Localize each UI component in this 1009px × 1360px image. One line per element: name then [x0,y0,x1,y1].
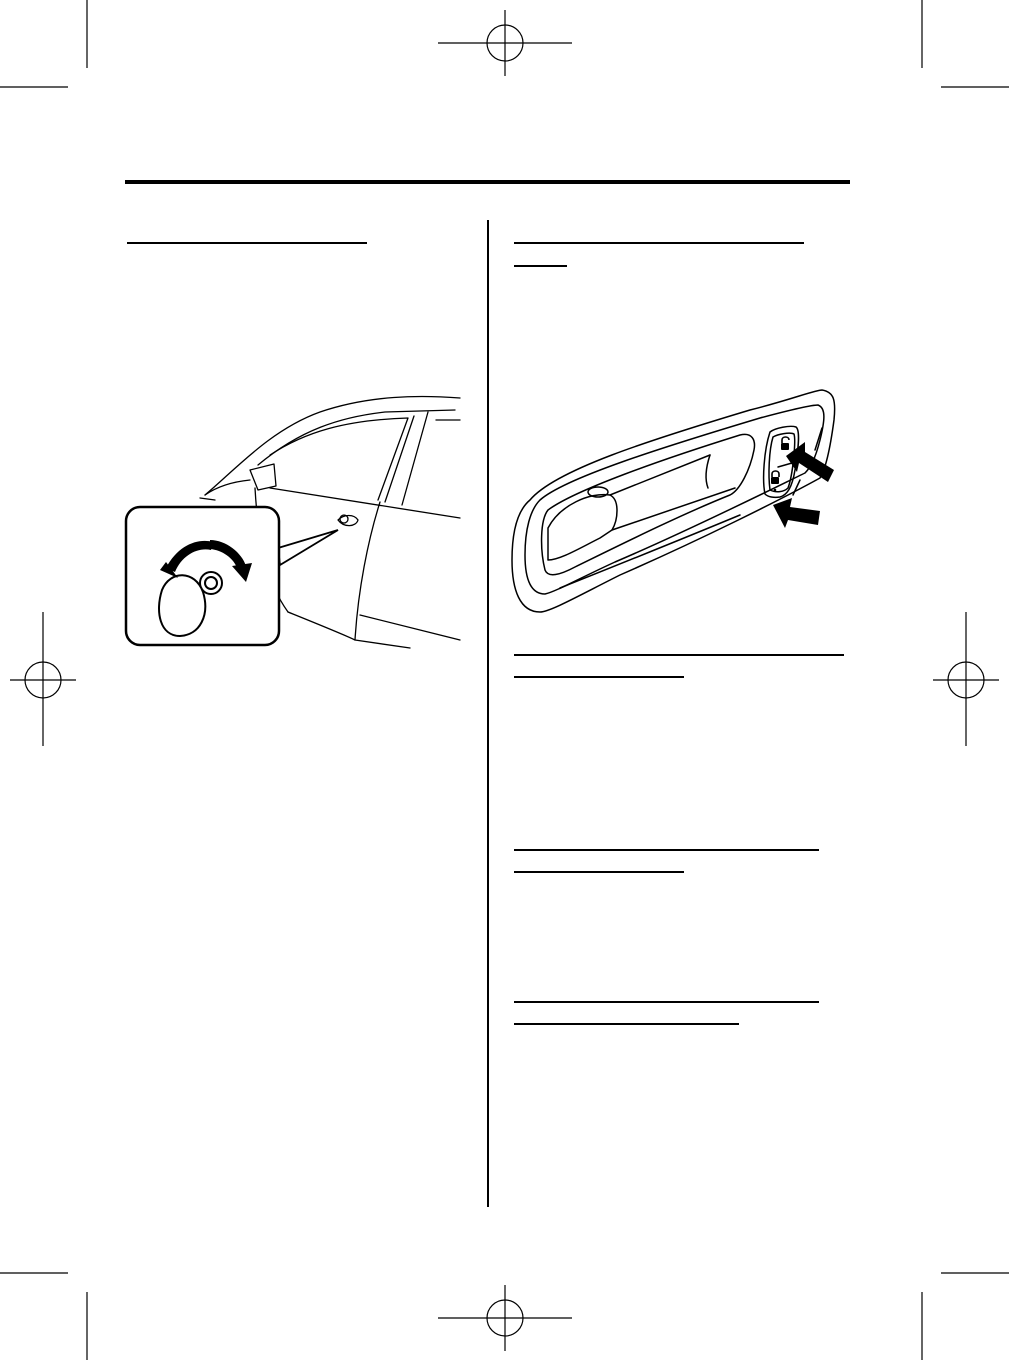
unlocked-padlock-icon [781,437,789,450]
